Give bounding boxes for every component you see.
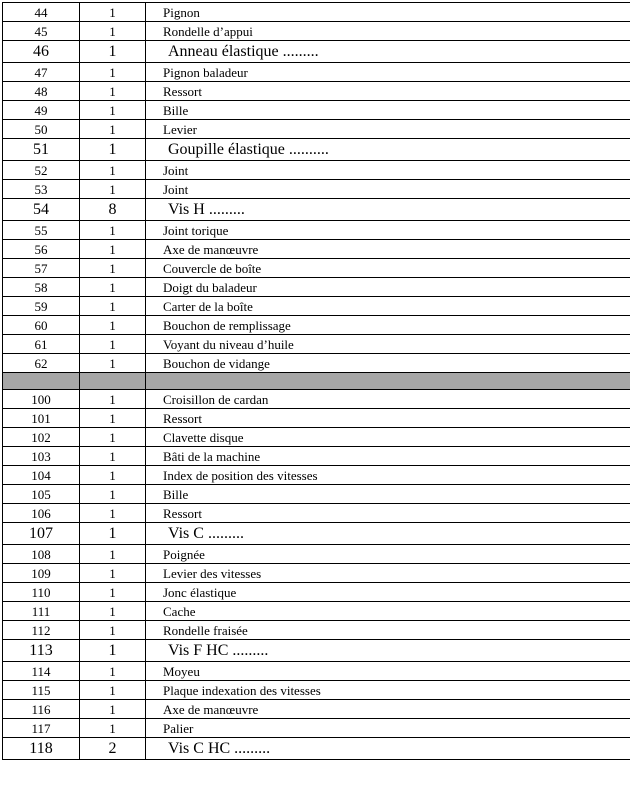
table-row bbox=[3, 278, 630, 297]
quantity-cell: 1 bbox=[80, 41, 146, 63]
description-cell: Pignon baladeur bbox=[146, 63, 630, 82]
description-cell: Ressort bbox=[146, 409, 630, 428]
part-number-cell: 51 bbox=[3, 139, 80, 161]
table-row bbox=[3, 485, 630, 504]
description-cell: Rondelle fraisée bbox=[146, 621, 630, 640]
quantity-cell: 1 bbox=[80, 278, 146, 297]
table-row bbox=[3, 120, 630, 139]
table-row bbox=[3, 602, 630, 621]
quantity-cell: 1 bbox=[80, 63, 146, 82]
quantity-cell: 1 bbox=[80, 139, 146, 161]
description-cell: Clavette disque bbox=[146, 428, 630, 447]
quantity-cell: 1 bbox=[80, 719, 146, 738]
description-cell: Jonc élastique bbox=[146, 583, 630, 602]
table-row bbox=[3, 101, 630, 120]
quantity-cell: 1 bbox=[80, 523, 146, 545]
description-cell: Voyant du niveau d’huile bbox=[146, 335, 630, 354]
table-row bbox=[3, 139, 630, 161]
quantity-cell: 1 bbox=[80, 640, 146, 662]
description-cell: Pignon bbox=[146, 3, 630, 22]
part-number-cell: 110 bbox=[3, 583, 80, 602]
description-cell: Levier bbox=[146, 120, 630, 139]
quantity-cell: 1 bbox=[80, 583, 146, 602]
part-number-cell: 44 bbox=[3, 3, 80, 22]
description-cell: Vis H ......... bbox=[146, 199, 630, 221]
quantity-cell: 1 bbox=[80, 240, 146, 259]
table-row bbox=[3, 681, 630, 700]
table-row bbox=[3, 640, 630, 662]
description-cell: Doigt du baladeur bbox=[146, 278, 630, 297]
description-cell: Rondelle d’appui bbox=[146, 22, 630, 41]
table-row bbox=[3, 409, 630, 428]
part-number-cell: 114 bbox=[3, 662, 80, 681]
part-number-cell: 57 bbox=[3, 259, 80, 278]
description-cell: Bouchon de remplissage bbox=[146, 316, 630, 335]
description-cell: Ressort bbox=[146, 504, 630, 523]
description-cell: Anneau élastique ......... bbox=[146, 41, 630, 63]
quantity-cell: 1 bbox=[80, 354, 146, 373]
table-row bbox=[3, 428, 630, 447]
part-number-cell: 49 bbox=[3, 101, 80, 120]
table-row bbox=[3, 199, 630, 221]
part-number-cell: 45 bbox=[3, 22, 80, 41]
description-cell: Joint bbox=[146, 161, 630, 180]
description-cell: Bille bbox=[146, 101, 630, 120]
quantity-cell: 1 bbox=[80, 466, 146, 485]
part-number-cell: 48 bbox=[3, 82, 80, 101]
table-row bbox=[3, 564, 630, 583]
quantity-cell: 1 bbox=[80, 662, 146, 681]
description-cell: Vis C HC ......... bbox=[146, 738, 630, 760]
table-row bbox=[3, 180, 630, 199]
part-number-cell: 108 bbox=[3, 545, 80, 564]
quantity-cell: 2 bbox=[80, 738, 146, 760]
parts-list-table bbox=[2, 2, 630, 760]
quantity-cell: 1 bbox=[80, 120, 146, 139]
table-row bbox=[3, 738, 630, 760]
quantity-cell: 1 bbox=[80, 316, 146, 335]
quantity-cell: 1 bbox=[80, 101, 146, 120]
part-number-cell: 104 bbox=[3, 466, 80, 485]
description-cell: Axe de manœuvre bbox=[146, 700, 630, 719]
table-row bbox=[3, 41, 630, 63]
parts-list-bottom bbox=[3, 390, 630, 760]
part-number-cell: 102 bbox=[3, 428, 80, 447]
table-row bbox=[3, 259, 630, 278]
description-cell: Palier bbox=[146, 719, 630, 738]
quantity-cell: 1 bbox=[80, 221, 146, 240]
table-row bbox=[3, 316, 630, 335]
part-number-cell: 60 bbox=[3, 316, 80, 335]
part-number-cell: 52 bbox=[3, 161, 80, 180]
table-row bbox=[3, 447, 630, 466]
table-row bbox=[3, 240, 630, 259]
description-cell: Bille bbox=[146, 485, 630, 504]
quantity-cell: 1 bbox=[80, 545, 146, 564]
description-cell: Goupille élastique .......... bbox=[146, 139, 630, 161]
quantity-cell: 1 bbox=[80, 335, 146, 354]
part-number-cell: 61 bbox=[3, 335, 80, 354]
description-cell: Bâti de la machine bbox=[146, 447, 630, 466]
part-number-cell: 112 bbox=[3, 621, 80, 640]
separator-cell bbox=[80, 373, 146, 390]
part-number-cell: 113 bbox=[3, 640, 80, 662]
quantity-cell: 1 bbox=[80, 259, 146, 278]
separator-cell bbox=[146, 373, 630, 390]
table-row bbox=[3, 354, 630, 373]
part-number-cell: 46 bbox=[3, 41, 80, 63]
separator-cell bbox=[3, 373, 80, 390]
quantity-cell: 1 bbox=[80, 700, 146, 719]
part-number-cell: 53 bbox=[3, 180, 80, 199]
description-cell: Bouchon de vidange bbox=[146, 354, 630, 373]
description-cell: Vis F HC ......... bbox=[146, 640, 630, 662]
quantity-cell: 1 bbox=[80, 485, 146, 504]
table-row bbox=[3, 161, 630, 180]
table-row bbox=[3, 22, 630, 41]
table-row bbox=[3, 545, 630, 564]
quantity-cell: 1 bbox=[80, 82, 146, 101]
part-number-cell: 106 bbox=[3, 504, 80, 523]
quantity-cell: 1 bbox=[80, 447, 146, 466]
table-row bbox=[3, 3, 630, 22]
parts-list-top bbox=[3, 3, 630, 373]
part-number-cell: 58 bbox=[3, 278, 80, 297]
description-cell: Plaque indexation des vitesses bbox=[146, 681, 630, 700]
description-cell: Axe de manœuvre bbox=[146, 240, 630, 259]
part-number-cell: 105 bbox=[3, 485, 80, 504]
quantity-cell: 1 bbox=[80, 161, 146, 180]
table-row bbox=[3, 63, 630, 82]
table-row bbox=[3, 466, 630, 485]
table-row bbox=[3, 523, 630, 545]
part-number-cell: 62 bbox=[3, 354, 80, 373]
description-cell: Joint bbox=[146, 180, 630, 199]
description-cell: Poignée bbox=[146, 545, 630, 564]
table-row bbox=[3, 700, 630, 719]
table-row bbox=[3, 390, 630, 409]
part-number-cell: 103 bbox=[3, 447, 80, 466]
part-number-cell: 109 bbox=[3, 564, 80, 583]
description-cell: Levier des vitesses bbox=[146, 564, 630, 583]
part-number-cell: 111 bbox=[3, 602, 80, 621]
part-number-cell: 54 bbox=[3, 199, 80, 221]
quantity-cell: 1 bbox=[80, 504, 146, 523]
description-cell: Index de position des vitesses bbox=[146, 466, 630, 485]
quantity-cell: 8 bbox=[80, 199, 146, 221]
quantity-cell: 1 bbox=[80, 564, 146, 583]
part-number-cell: 101 bbox=[3, 409, 80, 428]
part-number-cell: 118 bbox=[3, 738, 80, 760]
table-row bbox=[3, 297, 630, 316]
description-cell: Couvercle de boîte bbox=[146, 259, 630, 278]
part-number-cell: 50 bbox=[3, 120, 80, 139]
table-row bbox=[3, 82, 630, 101]
quantity-cell: 1 bbox=[80, 297, 146, 316]
quantity-cell: 1 bbox=[80, 602, 146, 621]
part-number-cell: 59 bbox=[3, 297, 80, 316]
description-cell: Joint torique bbox=[146, 221, 630, 240]
separator-row bbox=[3, 373, 630, 390]
part-number-cell: 56 bbox=[3, 240, 80, 259]
quantity-cell: 1 bbox=[80, 681, 146, 700]
table-row bbox=[3, 719, 630, 738]
section-separator bbox=[3, 373, 630, 390]
part-number-cell: 117 bbox=[3, 719, 80, 738]
description-cell: Ressort bbox=[146, 82, 630, 101]
quantity-cell: 1 bbox=[80, 409, 146, 428]
table-row bbox=[3, 662, 630, 681]
table-row bbox=[3, 221, 630, 240]
description-cell: Moyeu bbox=[146, 662, 630, 681]
part-number-cell: 115 bbox=[3, 681, 80, 700]
part-number-cell: 107 bbox=[3, 523, 80, 545]
description-cell: Cache bbox=[146, 602, 630, 621]
description-cell: Croisillon de cardan bbox=[146, 390, 630, 409]
quantity-cell: 1 bbox=[80, 621, 146, 640]
quantity-cell: 1 bbox=[80, 428, 146, 447]
quantity-cell: 1 bbox=[80, 180, 146, 199]
table-row bbox=[3, 504, 630, 523]
quantity-cell: 1 bbox=[80, 22, 146, 41]
quantity-cell: 1 bbox=[80, 390, 146, 409]
table-row bbox=[3, 621, 630, 640]
description-cell: Vis C ......... bbox=[146, 523, 630, 545]
table-row bbox=[3, 583, 630, 602]
description-cell: Carter de la boîte bbox=[146, 297, 630, 316]
part-number-cell: 116 bbox=[3, 700, 80, 719]
quantity-cell: 1 bbox=[80, 3, 146, 22]
part-number-cell: 100 bbox=[3, 390, 80, 409]
part-number-cell: 47 bbox=[3, 63, 80, 82]
table-row bbox=[3, 335, 630, 354]
part-number-cell: 55 bbox=[3, 221, 80, 240]
